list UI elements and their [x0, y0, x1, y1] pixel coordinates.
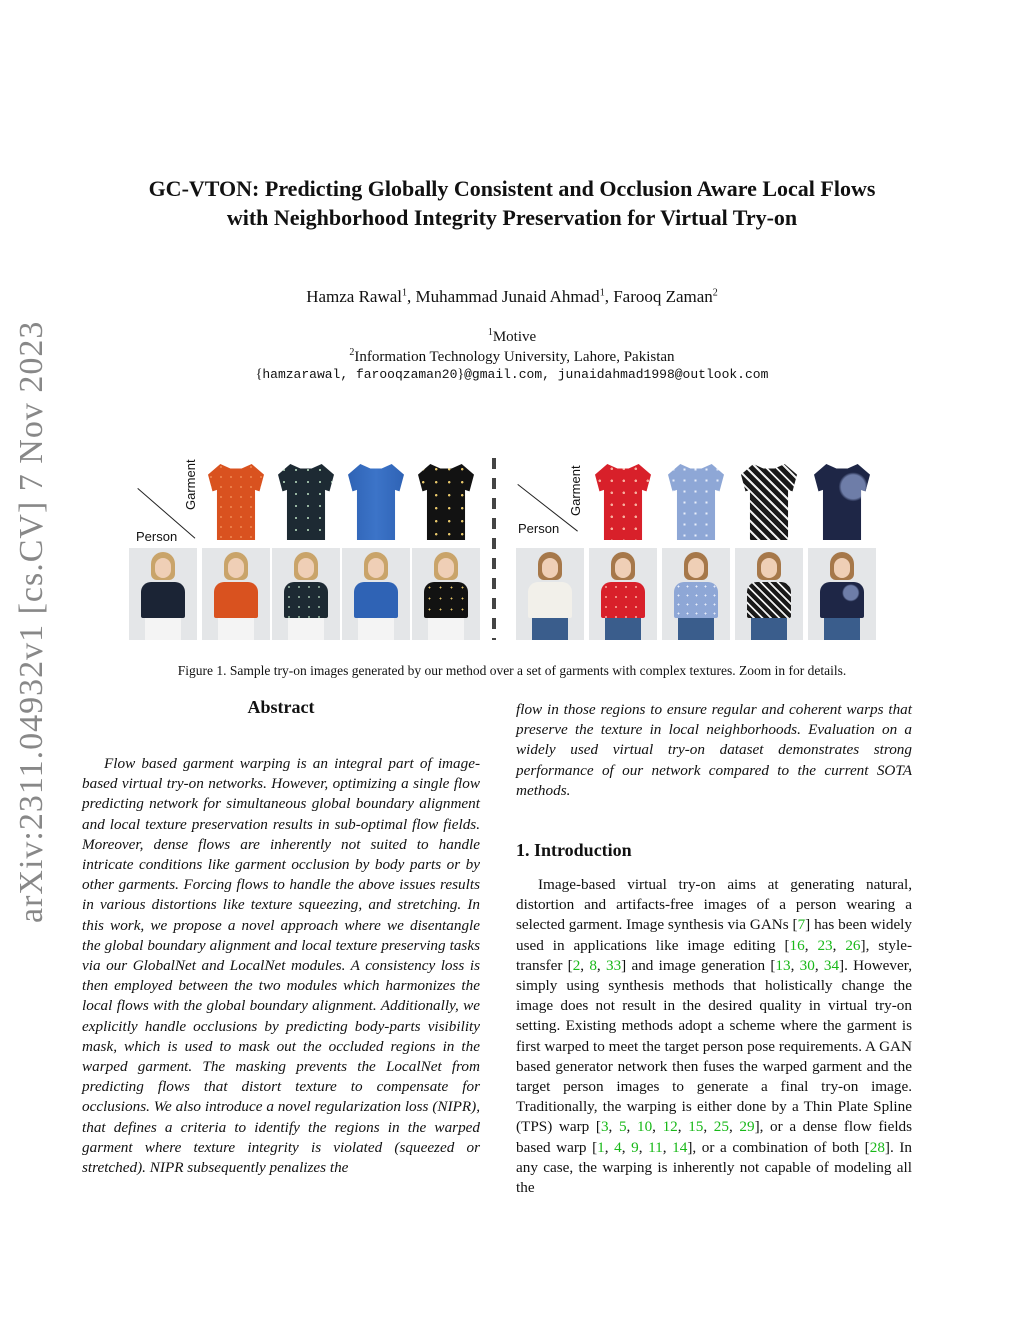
person-face — [542, 558, 558, 578]
citation-link[interactable]: 3 — [600, 1118, 609, 1136]
garment-image — [202, 458, 270, 544]
garment-axis-label-right: Garment — [568, 465, 583, 516]
citation-link[interactable]: 5 — [618, 1118, 627, 1136]
author-list: Hamza Rawal$^1$, Muhammad Junaid Ahmad$^1$, Farooq Zaman$^2$ — [306, 287, 718, 306]
person-pants — [145, 618, 181, 640]
author-affiliation-mark: 1 — [402, 287, 408, 299]
person-face — [368, 558, 384, 578]
garment-shirt — [418, 464, 474, 540]
person-face — [228, 558, 244, 578]
garment-shirt — [208, 464, 264, 540]
intro-text-run: ]. In any case, the warping is inherently not capable of modeling all the — [516, 1138, 913, 1197]
person-face — [438, 558, 454, 578]
author-affiliation-mark: 1 — [599, 287, 605, 299]
garment-shirt — [741, 464, 797, 540]
citation-link[interactable]: 16 — [789, 936, 805, 954]
tryon-image — [342, 548, 410, 640]
citation-link[interactable]: 15 — [688, 1118, 704, 1136]
citation-link[interactable]: 26 — [845, 936, 861, 954]
citation-link[interactable]: 7 — [797, 916, 806, 934]
author-name: Muhammad Junaid Ahmad — [415, 287, 600, 306]
garment-shirt — [668, 464, 724, 540]
author-affiliation-mark: 2 — [712, 287, 718, 299]
person-top — [820, 582, 864, 618]
figure-divider — [492, 458, 496, 640]
person-top — [354, 582, 398, 618]
citation-link[interactable]: 9 — [631, 1138, 639, 1156]
title-line-2: with Neighborhood Integrity Preservation for Virtual Try-on — [226, 205, 798, 230]
garment-image — [808, 458, 876, 544]
person-pants — [605, 618, 641, 640]
intro-text-run: Image-based virtual try-on aims at generating natural, distortion and artifacts-free images of a person wearing a selected garment. Image synthesis via GANs [ — [516, 876, 912, 934]
citation-link[interactable]: 34 — [823, 956, 840, 974]
person-top — [424, 582, 468, 618]
citation-link[interactable]: 2 — [572, 956, 581, 974]
person-pants — [288, 618, 324, 640]
tryon-image — [202, 548, 270, 640]
person-face — [834, 558, 850, 578]
citation-link[interactable]: 8 — [589, 956, 597, 974]
author-name: Farooq Zaman — [613, 287, 713, 306]
tryon-image — [589, 548, 657, 640]
garment-image — [735, 458, 803, 544]
person-top — [747, 582, 791, 618]
person-pants — [751, 618, 787, 640]
person-pants — [428, 618, 464, 640]
citation-link[interactable]: 28 — [869, 1138, 885, 1156]
brace-open: { — [255, 367, 263, 382]
intro-text-run: ]. However, simply using synthesis methods that holistically change the image does not result in the desired quality in virtual try-on setting. Existing methods adopt a scheme where the garment is first warped to meet the target person pose requirements. A GAN based generator network then fuses the warped garment and the target person images to generate a final try-on image. Traditionally, the warping is either done by a Thin Plate Spline (TPS) warp [ — [516, 956, 912, 1136]
person-pants — [358, 618, 394, 640]
person-axis-label-right: Person — [518, 521, 560, 536]
figure-1 — [0, 0, 1024, 660]
garment-shirt — [348, 464, 404, 540]
brace-close: } — [457, 367, 465, 382]
intro-text-run: ], or a dense flow fields based warp [ — [516, 1118, 913, 1156]
garment-image — [662, 458, 730, 544]
affiliation-text: Information Technology University, Lahore, Pakistan — [354, 349, 675, 365]
section-heading-introduction: 1. Introduction — [516, 840, 632, 860]
citation-link[interactable]: 33 — [605, 956, 622, 974]
arxiv-identifier: arXiv:2311.04932v1 [cs.CV] 7 Nov 2023 — [13, 320, 50, 923]
intro-text-run: ], or a combination of both [ — [687, 1138, 870, 1156]
citation-link[interactable]: 29 — [739, 1118, 755, 1136]
person-face — [761, 558, 777, 578]
affiliation-number: 1 — [487, 327, 493, 338]
person-pants — [678, 618, 714, 640]
person-face — [298, 558, 314, 578]
person-image — [516, 548, 584, 640]
intro-text-run: ], style-transfer [ — [516, 936, 913, 974]
citation-link[interactable]: 14 — [672, 1138, 688, 1156]
person-pants — [824, 618, 860, 640]
person-top — [674, 582, 718, 618]
intro-text-run: ] and image generation [ — [621, 956, 776, 974]
author-name: Hamza Rawal — [306, 287, 403, 306]
tryon-image — [662, 548, 730, 640]
email-users: hamzarawal, farooqzaman20 — [262, 367, 458, 382]
person-face — [688, 558, 704, 578]
person-top — [284, 582, 328, 618]
title-line-1: GC-VTON: Predicting Globally Consistent and Occlusion Aware Local Flows — [148, 176, 876, 201]
citation-link[interactable]: 1 — [597, 1138, 605, 1156]
citation-link[interactable]: 25 — [713, 1118, 729, 1136]
figure-caption: Figure 1. Sample try-on images generated by our method over a set of garments with complex textures. Zoom in for details. — [177, 663, 847, 678]
person-top — [214, 582, 258, 618]
person-image — [129, 548, 197, 640]
introduction-text: Image-based virtual try-on aims at generating natural, distortion and artifacts-free images of a person wearing a selected garment. Image synthesis via GANs [7] has been widely used in applications like image editing [16, 23, 26], style-transfer [2, 8, 33] and image generation [13, 30, 34]. However, simply using synthesis methods that holistically change the image does not result in the desired quality in virtual try-on setting. Existing methods adopt a scheme where the garment is first warped to meet the target person pose requirements. A GAN based generator network then fuses the warped garment and the target person images to generate a final try-on image. Traditionally, the warping is either done by a Thin Plate Spline (TPS) warp [3, 5, 10, 12, 15, 25, 29], or a dense flow fields based warp [1, 4, 9, 11, 14], or a combination of both [28]. In any case, the warping is inherently not capable of modeling all the — [516, 876, 913, 1197]
abstract-text-left: Flow based garment warping is an integral part of image-based virtual try-on networks. However, optimizing a single flow predicting network for simultaneous global boundary alignment and local texture preservation results in sub-optimal flow fields. Moreover, dense flows are inherently not suited to handle intricate conditions like garment occlusion by body parts or by other garments. Forcing flows to handle the above issues results in various distortions like texture squeezing, and stretching. In this work, we propose a novel approach where we disentangle the global boundary alignment and local texture preserving tasks via our GlobalNet and LocalNet modules. A consistency loss is then employed between the two modules which harmonizes the local flows with the global boundary alignment. Additionally, we explicitly handle occlusions by predicting body-parts visibility mask, which is used to mask out the occluded regions in the warped garment. The masking prevents the LocalNet from predicting flows that distort texture to compensate for occlusions. We also introduce a novel regularization loss (NIPR), that defines a criteria to identify the regions in the warped garment where texture integrity is violated (squeezed or stretched). NIPR subsequently penalizes the — [82, 755, 480, 1177]
garment-image — [342, 458, 410, 544]
abstract-heading: Abstract — [247, 697, 315, 717]
person-top — [528, 582, 572, 618]
garment-image — [589, 458, 657, 544]
person-pants — [532, 618, 568, 640]
citation-link[interactable]: 4 — [614, 1138, 622, 1156]
affiliation-number: 2 — [349, 347, 355, 358]
person-top — [141, 582, 185, 618]
person-face — [155, 558, 171, 578]
citation-link[interactable]: 23 — [817, 936, 833, 954]
affiliation-text: Motive — [492, 329, 537, 345]
intro-text-run: ] has been widely used in applications like image editing [ — [516, 916, 913, 954]
citation-link[interactable]: 30 — [799, 956, 815, 974]
garment-image — [272, 458, 340, 544]
person-pants — [218, 618, 254, 640]
tryon-image — [272, 548, 340, 640]
tryon-image — [735, 548, 803, 640]
citation-link[interactable]: 12 — [662, 1118, 678, 1136]
person-axis-label-left: Person — [136, 529, 178, 544]
garment-shirt — [814, 464, 870, 540]
garment-shirt — [278, 464, 334, 540]
garment-axis-label-left: Garment — [183, 459, 198, 510]
abstract-text-right: flow in those regions to ensure regular and coherent warps that preserve the texture in local neighborhoods. Evaluation on a widely used virtual try-on dataset demonstrates strong performance of our network compared to the current SOTA methods. — [516, 701, 912, 799]
garment-shirt — [595, 464, 651, 540]
email-domains: @gmail.com, junaidahmad1998@outlook.com — [464, 367, 769, 382]
citation-link[interactable]: 13 — [775, 956, 791, 974]
person-face — [615, 558, 631, 578]
citation-link[interactable]: 11 — [648, 1138, 663, 1156]
tryon-image — [808, 548, 876, 640]
garment-image — [412, 458, 480, 544]
tryon-image — [412, 548, 480, 640]
person-top — [601, 582, 645, 618]
citation-link[interactable]: 10 — [636, 1118, 653, 1136]
